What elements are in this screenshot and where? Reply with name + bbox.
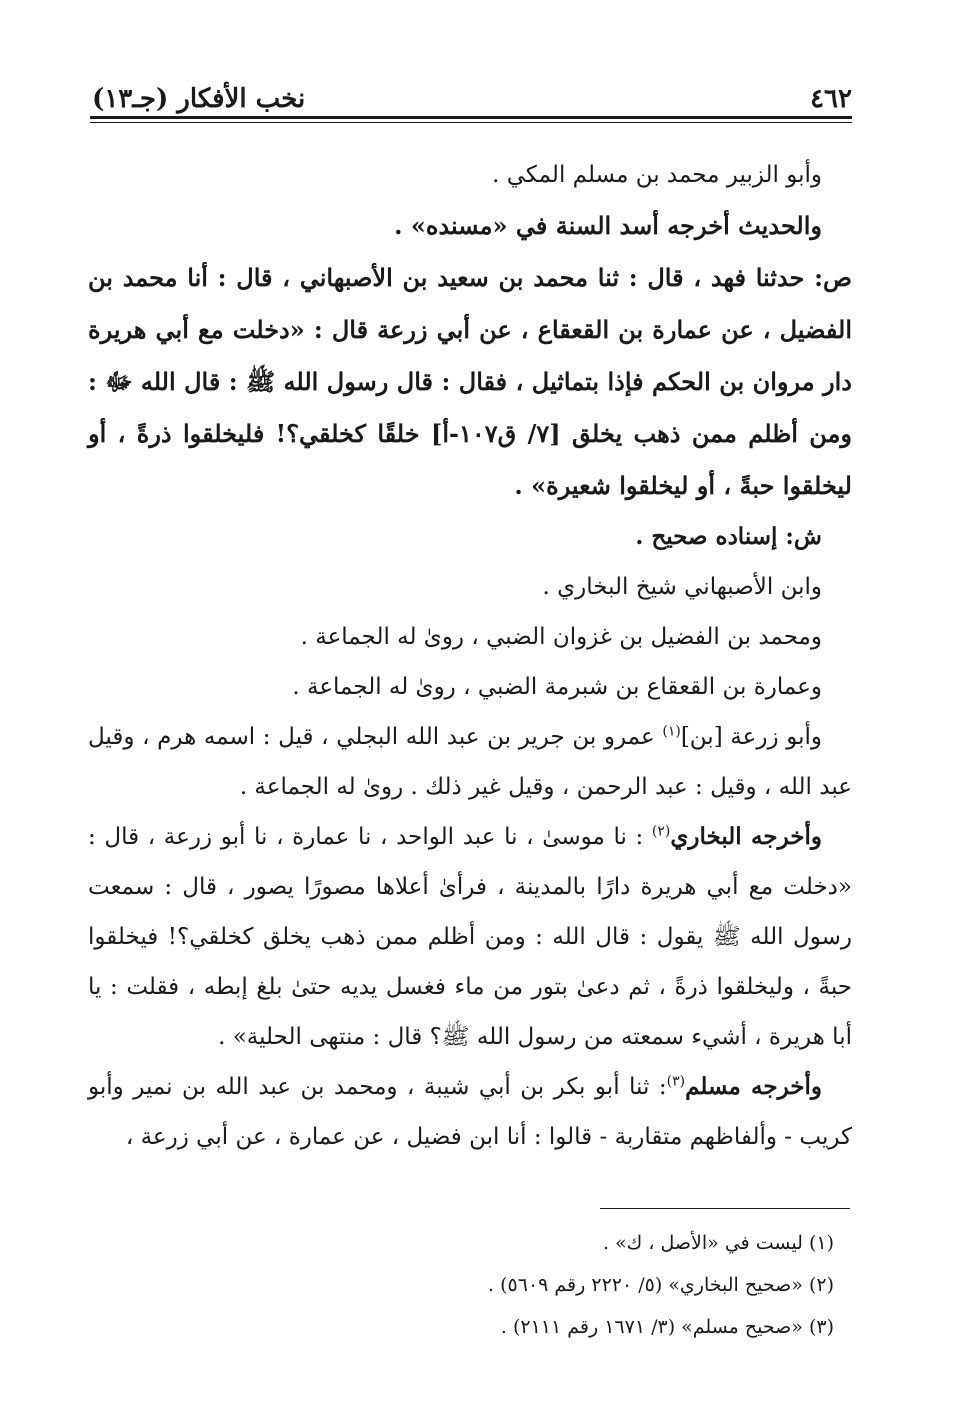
- footnote-ref: (٢): [651, 823, 671, 840]
- footnote-item: (٣) «صحيح مسلم» (٣/ ١٦٧١ رقم ٢١١١) .: [500, 1316, 834, 1338]
- paragraph-narrator: وأبو الزبير محمد بن مسلم المكي .: [492, 162, 822, 188]
- main-text: [88, 150, 852, 1162]
- paragraph-lead: وأخرجه مسلم: [685, 1073, 822, 1100]
- footnote-separator: [600, 1208, 850, 1209]
- paragraph-lead: ش:: [777, 523, 822, 550]
- paragraph-lead: ص:: [804, 263, 852, 292]
- paragraph-narrator: وعمارة بن القعقاع بن شبرمة الضبي ، روىٰ له الجماعة .: [292, 674, 822, 700]
- paragraph-narrator: وأبو زرعة [بن]$^{(١)}$ عمرو بن جرير بن عبد الله البجلي ، قيل : اسمه هرم ، وقيل عبد الله ، وقيل : عبد الرحمن ، وقيل غير ذلك . روىٰ له الجماعة .: [88, 723, 852, 800]
- paragraph-narrator: ومحمد بن الفضيل بن غزوان الضبي ، روىٰ له الجماعة .: [300, 624, 822, 650]
- footnote-ref: (٣): [666, 1073, 686, 1090]
- book-title: نخب الأفكار (جـ١٣): [92, 84, 306, 114]
- footnotes: [88, 1222, 852, 1348]
- paragraph-hadith-source: والحديث أخرجه أسد السنة في «مسنده» .: [394, 211, 822, 240]
- header-rule-thick: [90, 116, 852, 119]
- page-header: [92, 72, 852, 114]
- paragraph-muslim: وأخرجه مسلم$^{(٣)}$: ثنا أبو بكر بن أبي شيبة ، ومحمد بن عبد الله بن نمير وأبو كريب - وألفاظهم متقاربة - قالوا : أنا ابن فضيل ، عن عمارة ، عن أبي زرعة ،: [88, 1073, 852, 1150]
- paragraph-bukhari: وأخرجه البخاري$^{(٢)}$ : نا موسىٰ ، نا عبد الواحد ، نا عمارة ، نا أبو زرعة ، قال : «دخلت مع أبي هريرة دارًا بالمدينة ، فرأىٰ أعلاها مصورًا يصور ، قال : سمعت رسول الله ﷺ يقول : قال الله : ومن أظلم ممن ذهب يخلق كخلقي؟! فيخلقوا حبةً ، وليخلقوا ذرةً ، ثم دعىٰ بتور من ماء فغسل يديه حتىٰ بلغ إبطه ، فقلت : يا أبا هريرة ، أشيء سمعته من رسول الله ﷺ؟ قال : منتهى الحلية» .: [88, 823, 852, 1050]
- footnote-item: (٢) «صحيح البخاري» (٥/ ٢٢٢٠ رقم ٥٦٠٩) .: [488, 1274, 834, 1296]
- footnote-item: (١) ليست في «الأصل ، ك» .: [602, 1232, 834, 1254]
- paragraph-narrator: وابن الأصبهاني شيخ البخاري .: [542, 574, 822, 600]
- page-number: ٤٦٢: [810, 84, 852, 114]
- paragraph-matn: ص: حدثنا فهد ، قال : ثنا محمد بن سعيد بن الأصبهاني ، قال : أنا محمد بن الفضيل ، عن عمارة بن القعقاع ، عن أبي زرعة قال : «دخلت مع أبي هريرة دار مروان بن الحكم فإذا بتماثيل ، فقال : قال رسول الله ﷺ : قال الله ﷻ : ومن أظلم ممن ذهب يخلق [٧/ ق١٠٧-أ] خلقًا كخلقي؟! فليخلقوا ذرةً ، أو ليخلقوا حبةً ، أو ليخلقوا شعيرة» .: [88, 263, 853, 500]
- header-rule-thin: [90, 122, 852, 123]
- paragraph-sharh: ش: إسناده صحيح .: [635, 523, 822, 550]
- footnote-ref: (١): [662, 723, 681, 740]
- paragraph-lead: وأخرجه البخاري: [670, 823, 822, 850]
